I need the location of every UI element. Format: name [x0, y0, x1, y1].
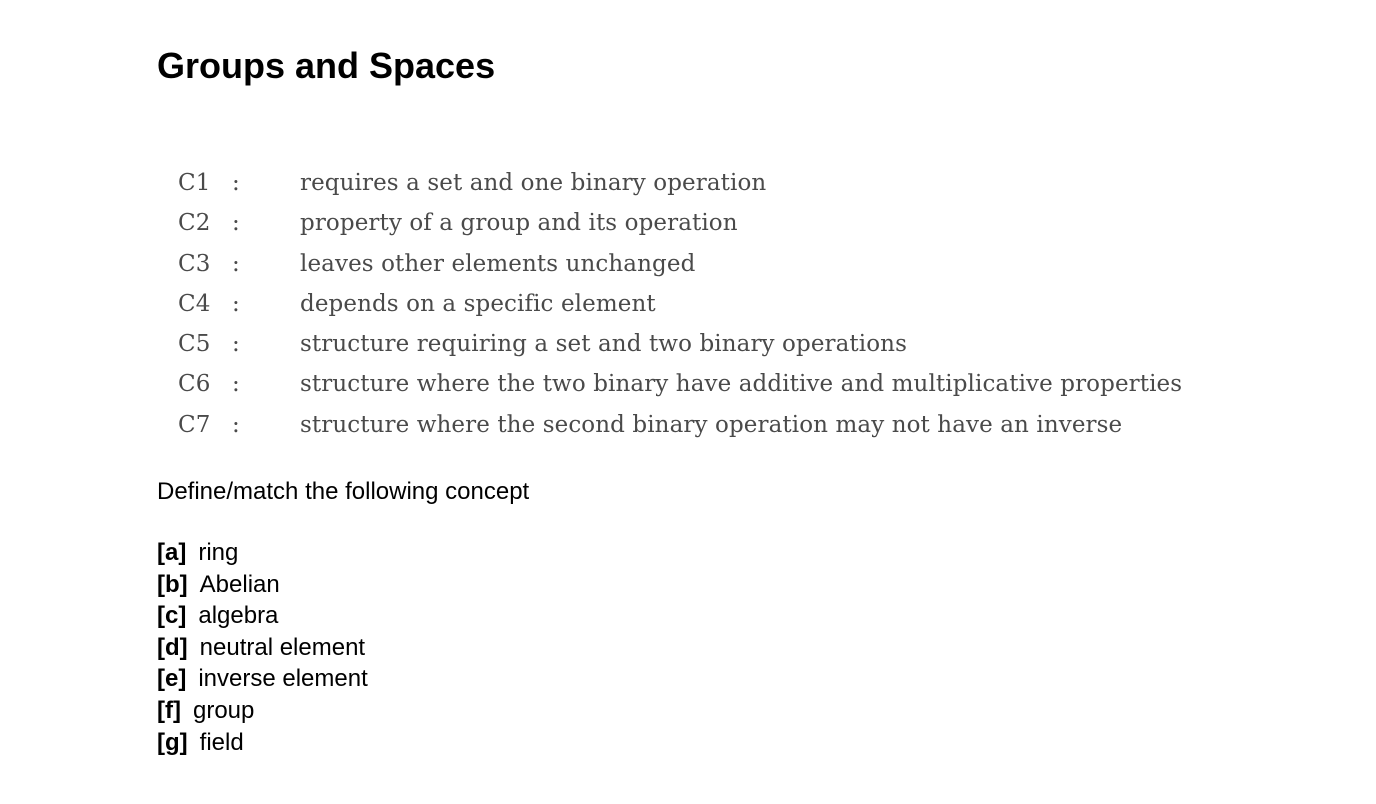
- clue-text: depends on a specific element: [300, 290, 656, 317]
- concept-text: ring: [198, 539, 239, 566]
- clue-row: [178, 284, 1182, 324]
- concept-key: [f]: [157, 696, 181, 724]
- clue-row: [178, 364, 1182, 404]
- concept-item: [157, 632, 368, 664]
- concept-text: neutral element: [199, 633, 366, 661]
- clue-separator: :: [232, 331, 240, 358]
- concept-text: inverse element: [198, 665, 368, 693]
- clue-list: [178, 163, 1182, 445]
- concept-key: [c]: [157, 602, 187, 630]
- concept-key: [a]: [157, 539, 187, 566]
- clue-text: requires a set and one binary operation: [300, 170, 767, 196]
- clue-row: [178, 324, 1182, 364]
- concept-key: [g]: [157, 728, 188, 756]
- clue-text: structure where the two binary have additive and multiplicative properties: [300, 371, 1183, 398]
- clue-label: C2: [178, 210, 211, 237]
- concept-item: [157, 663, 368, 695]
- concept-item: [157, 537, 368, 569]
- clue-separator: :: [232, 210, 240, 237]
- concept-item: [157, 600, 368, 632]
- concept-item: [157, 727, 368, 759]
- concept-text: Abelian: [199, 570, 280, 598]
- clue-label: C5: [178, 331, 211, 358]
- clue-text: leaves other elements unchanged: [300, 250, 696, 277]
- clue-label: C1: [178, 170, 211, 196]
- concept-text: group: [192, 696, 255, 724]
- concept-key: [b]: [157, 570, 188, 598]
- concept-key: [e]: [157, 665, 187, 693]
- clue-row: [178, 405, 1182, 445]
- clue-row: [178, 163, 1182, 203]
- clue-separator: :: [232, 371, 240, 398]
- clue-label: C7: [178, 411, 211, 438]
- clue-label: C4: [178, 290, 211, 317]
- clue-text: structure requiring a set and two binary operations: [300, 331, 907, 358]
- clue-label: C3: [178, 250, 211, 277]
- clue-separator: :: [232, 250, 240, 277]
- concept-item: [157, 569, 368, 601]
- clue-text: structure where the second binary operation may not have an inverse: [300, 411, 1123, 438]
- clue-row: [178, 244, 1182, 284]
- clue-separator: :: [232, 290, 240, 317]
- instruction-text: Define/match the following concept: [157, 478, 530, 505]
- clue-label: C6: [178, 371, 211, 398]
- concept-list: [157, 537, 368, 758]
- concept-item: [157, 695, 368, 727]
- clue-separator: :: [232, 170, 240, 196]
- page-title: Groups and Spaces: [157, 45, 496, 86]
- clue-separator: :: [232, 411, 240, 438]
- concept-text: algebra: [198, 602, 279, 630]
- concept-text: field: [199, 728, 244, 756]
- clue-row: [178, 203, 1182, 243]
- clue-text: property of a group and its operation: [300, 210, 738, 237]
- concept-key: [d]: [157, 633, 188, 661]
